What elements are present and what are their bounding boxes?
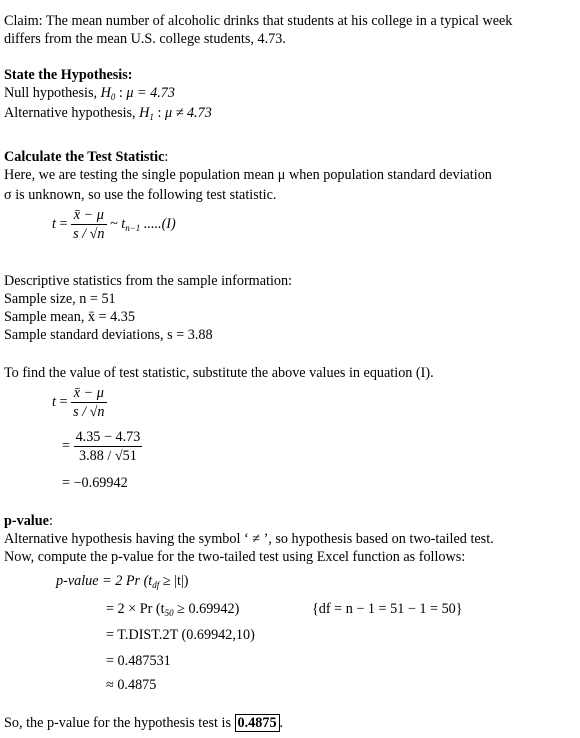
formula-denominator: s / √n: [73, 226, 105, 242]
test-statistic-line-1: Here, we are testing the single population mean μ when population standard deviation: [4, 167, 492, 183]
formula-numerator: x̄ − μ: [73, 207, 104, 223]
sample-mean: Sample mean, x̄ = 4.35: [4, 309, 135, 325]
pvalue-eq-2: = 2 × Pr $(t_{50} \ge 0.69942)$: [106, 601, 240, 618]
hypothesis-heading: State the Hypothesis:: [4, 67, 133, 83]
null-hypothesis: Null hypothesis, $H_0$ : μ = 4.73: [4, 85, 175, 102]
conclusion-text: So, the p-value for the hypothesis test is: [4, 715, 231, 731]
sample-sd: Sample standard deviations, s = 3.88: [4, 327, 213, 343]
null-label: Null hypothesis,: [4, 85, 98, 101]
pvalue-eq-3: = T.DIST.2T (0.69942,10): [106, 627, 255, 643]
pvalue-eq-1: p-value = 2 Pr $(t_{df} \ge |t|)$: [56, 573, 189, 590]
test-statistic-line-2: σ is unknown, so use the following test statistic.: [4, 187, 277, 203]
pvalue-eq-4: = 0.487531: [106, 653, 171, 669]
substitution-intro: To find the value of test statistic, substitute the above values in equation (I).: [4, 365, 434, 381]
pvalue-eq-5: ≈ 0.4875: [106, 677, 157, 693]
test-statistic-heading: Calculate the Test Statistic:: [4, 149, 169, 165]
descriptive-intro: Descriptive statistics from the sample information:: [4, 273, 293, 289]
formula-distribution: ~ t: [110, 215, 126, 232]
alt-label: Alternative hypothesis,: [4, 105, 136, 121]
conclusion: So, the p-value for the hypothesis test is 0.4875 .: [4, 715, 284, 731]
substitution-step-2: = $\frac{4.35 - 4.73}{3.88 / √51}$: [62, 429, 141, 464]
degrees-of-freedom-note: {df = n − 1 = 51 − 1 = 50}: [312, 601, 463, 617]
null-expression: μ = 4.73: [126, 85, 175, 101]
formula-reference: .....(I): [143, 215, 176, 232]
pvalue-line-2: Now, compute the p-value for the two-tailed test using Excel function as follows:: [4, 549, 466, 565]
test-statistic-result: = −0.69942: [62, 475, 128, 491]
test-statistic-formula: t = $\frac{x̄ - \mu}{s / √n}$ ~ $t_{n-1}$ .....(I): [52, 207, 176, 242]
pvalue-line-1: Alternative hypothesis having the symbol ‘ ≠ ’, so hypothesis based on two-tailed test.: [4, 531, 494, 547]
claim-line-1: Claim: The mean number of alcoholic drinks that students at his college in a typical week: [4, 13, 513, 29]
alt-expression: μ ≠ 4.73: [164, 105, 212, 121]
conclusion-pvalue: 0.4875: [235, 714, 280, 732]
pvalue-heading: p-value:: [4, 513, 53, 529]
claim-line-2: differs from the mean U.S. college students, 4.73.: [4, 31, 286, 47]
alternative-hypothesis: Alternative hypothesis, $H_1$ : μ ≠ 4.73: [4, 105, 212, 122]
substitution-step-1: t = $\frac{x̄ - \mu}{s / √n}$: [52, 385, 105, 420]
sample-size: Sample size, n = 51: [4, 291, 116, 307]
